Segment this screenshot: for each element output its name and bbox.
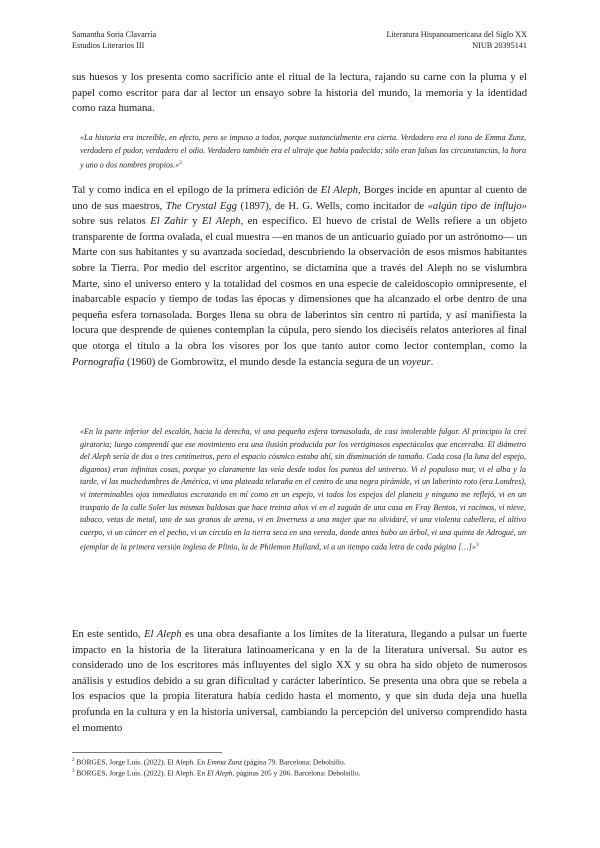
footnote-text: BORGES, Jorge Luis. (2022). El Aleph. En bbox=[74, 757, 207, 767]
text-run: es una obra desafiante a los límites de la literatura, llegando a pulsar un fuerte impacto en la historia de la literatura latinoamericana y en la de la literatura universal. Su autor es considerado uno de los escritores más influyentes del siglo XX y su obra ha sido objeto de numerosos análisis y estudios debido a su gran dificultad y carácter laberíntico. Se presenta una obra que se rebela a los espacios que la propia literatura había cedido hasta el momento, y que sin duda deja una huella profunda en la cultura y en la historia universal, cambiando la percepción del universo comprendido hasta el momento bbox=[72, 629, 528, 734]
book-title: El Aleph bbox=[144, 629, 182, 640]
footnote-title: El Aleph bbox=[206, 768, 233, 778]
header-subject: Literatura Hispanoamericana del Siglo XX bbox=[386, 30, 527, 39]
quote-text: «En la parte inferior del escalón, hacia la derecha, vi una pequeña esfera tornasolada, de casi intolerable fulgor. Al principio la creí giratoria; luego comprendí que ese movimiento era una ilusión producida por los vertiginosos espectáculos que encerraba. El diámetro del Aleph sería de dos o tres centímetros, pero el espacio cósmico estaba ahí, sin disminución de tamaño. Cada cosa (la luna del espejo, digamos) eran infinitas cosas, porque yo claramente las veía desde todos los puntos del universo. Vi el populoso mar, vi el alba y la tarde, vi las muchedumbres de América, vi una plateada telaraña en el centro de una negra pirámide, vi un laberinto roto (era Londres), vi interminables ojos inmediatos escrutando en mí como en un espejo, vi todos los espejos del planeta y ninguno me reflejó, vi en un traspatio de la calle Soler las mismas baldosas que hace treinta años vi en el zaguán de una casa en Fray Bentos, vi racimos, vi nieve, tabaco, vetas de metal, uno de sus granos de arena, vi en Inverness a una mujer que no olvidaré, vi una violenta cabellera, el altivo cuerpo, vi un cáncer en el pecho, vi un círculo en la tierra seca en una vereda, donde antes hubo un árbol, vi una quinta de Adrogué, un ejemplar de la primera versión inglesa de Plinio, la de Philemon Holland, vi a un tiempo cada letra de cada página […]» bbox=[80, 427, 526, 553]
text-run: , Borges incide en apuntar al cuento de uno de sus maestros, bbox=[72, 185, 528, 212]
header-student-id: NIUB 20395141 bbox=[472, 40, 527, 50]
text-run: En este sentido, bbox=[72, 629, 145, 640]
inline-quote: «algún tipo de influjo» bbox=[427, 200, 527, 212]
paragraph-epilogue bbox=[72, 183, 527, 370]
footnotes bbox=[72, 756, 527, 779]
book-title: El Zahir bbox=[150, 216, 188, 228]
footnote-divider bbox=[72, 752, 222, 753]
book-title: Pornografía bbox=[72, 356, 125, 368]
quote-text: «La historia era increíble, en efecto, pero se impuso a todos, porque sustancialmente era cierta. Verdadero era el tono de Emma Zunz, verdadero el pudor, verdadero el odio. Verdadero también era el ultraje que había padecido; sólo eran falsas las circunstancias, la hora y uno o dos nombres propios.» bbox=[80, 133, 526, 170]
footnote-number: 2 bbox=[72, 758, 75, 763]
text-run: . bbox=[430, 356, 434, 368]
text-run: (1897), de H. G. Wells, como incitador de bbox=[236, 200, 428, 212]
running-header-left bbox=[72, 30, 156, 51]
text-run: sobre sus relatos bbox=[72, 216, 151, 228]
block-quote-emma-zunz bbox=[80, 132, 526, 172]
book-title: The Crystal Egg bbox=[165, 200, 237, 212]
header-course: Estudios Literarios III bbox=[72, 40, 145, 50]
footnote-item bbox=[72, 767, 527, 778]
text-run: Tal y como indica en el epílogo de la primera edición de bbox=[72, 185, 321, 196]
block-quote-aleph bbox=[80, 426, 526, 555]
running-header-right bbox=[386, 30, 527, 51]
text-run: (1960) de Gombrowitz, el mundo desde la estancia segura de un bbox=[124, 356, 402, 368]
italic-term: voyeur bbox=[401, 356, 431, 368]
book-title: El Aleph bbox=[320, 185, 358, 196]
footnote-text: BORGES, Jorge Luis. (2022). El Aleph. En bbox=[74, 768, 207, 778]
paragraph-conclusion bbox=[72, 627, 527, 736]
text-run: , en específico. El huevo de cristal de Wells refiere a un objeto transparente de forma ovalada, el cual muestra —en manos de un anticuario guiado por un astrónomo— un Marte con sus habitantes y su avanzada sociedad, descubriendo la observación de esos mismos habitantes sobre la Tierra. Por medio del escritor argentino, se dictamina que a través del Aleph no se vislumbra Marte, sino el universo entero y la totalidad del cosmos en una especie de caleidoscopio omnipresente, el inabarcable espacio y tiempo de todas las épocas y dimensiones que ha alcanzado el orbe dentro de una pequeña esfera tornasolada. Borges llena su obra de laberintos sin centro ni partida, y así manifiesta la locura que desprende de quienes contemplan la cúpula, pero siendo los dieciséis relatos anteriores al final que otorga el título a la obra los visores por los que tanto autor como lector contemplan, como la bbox=[72, 216, 528, 352]
paragraph-continuation: sus huesos y los presenta como sacrificio ante el ritual de la lectura, rajando su carne con la pluma y el papel como escritor para dar al lector un ensayo sobre la historia del mundo, la memoria y la identidad como raza humana. bbox=[72, 72, 527, 115]
footnote-text: (página 79. Barcelona: Debolsillo. bbox=[242, 757, 346, 767]
book-title: El Aleph bbox=[202, 216, 241, 228]
footnote-ref: 2 bbox=[179, 160, 182, 167]
footnote-title: Emma Zunz bbox=[206, 757, 243, 767]
footnote-text: , páginas 205 y 206. Barcelona: Debolsillo. bbox=[232, 768, 361, 778]
header-author: Samantha Soria Clavarría bbox=[72, 30, 157, 39]
text-run: y bbox=[187, 216, 203, 228]
footnote-ref: 3 bbox=[475, 542, 479, 549]
footnote-item bbox=[72, 756, 527, 767]
footnote-number: 3 bbox=[72, 769, 75, 775]
